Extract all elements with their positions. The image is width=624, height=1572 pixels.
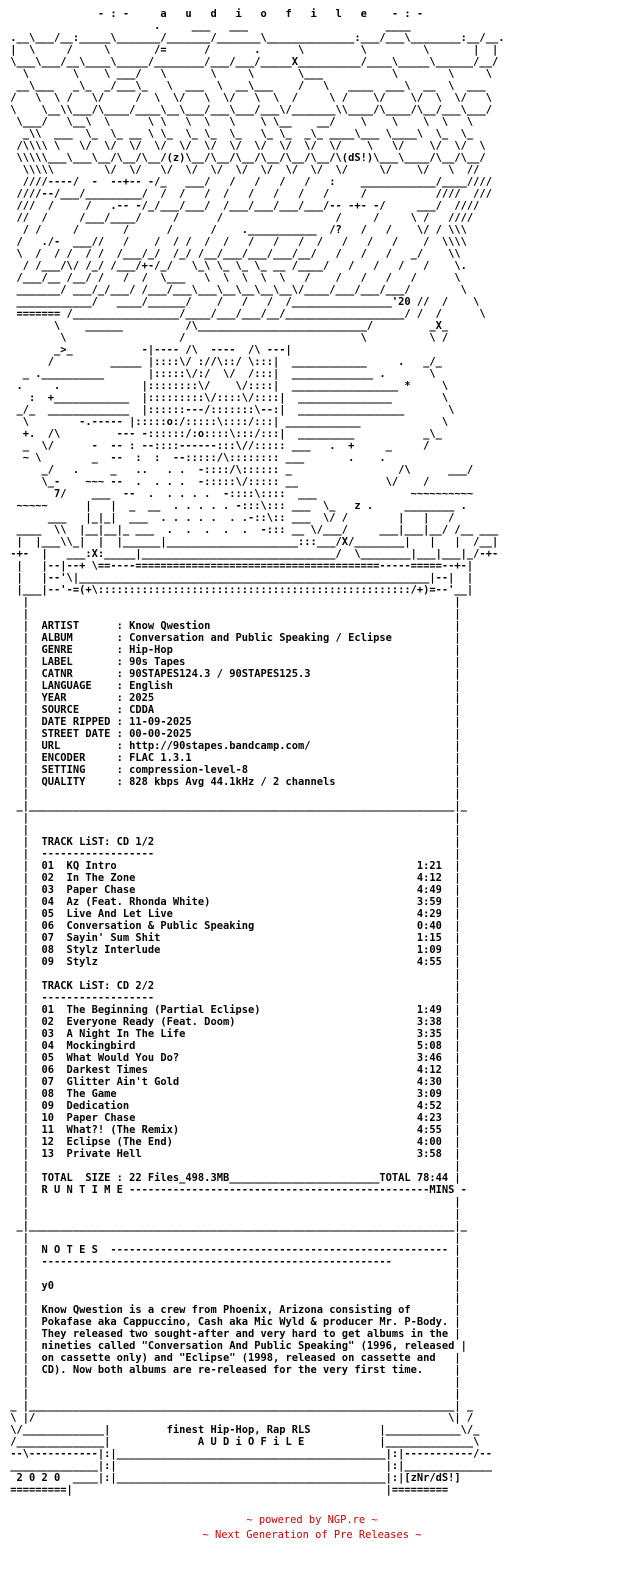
- nfo-line: | 04 Az (Feat. Rhonda White) 3:59 |: [4, 896, 461, 908]
- nfo-ascii-art: [4, 8, 504, 1496]
- nfo-line: | |: [4, 1268, 461, 1280]
- nfo-line: \ / \ \ /: [4, 332, 449, 344]
- nfo-line: \ / / / / / /___/_/ /_/ /__/___/___/___/__/ / / / _/ \\: [4, 248, 461, 260]
- nfo-line: ___ |_|_| ___ . . . . . . .-::\:: ___ \/ / | | /: [4, 512, 455, 524]
- nfo-line: +. /\ --- -::::::/:o::::\:::/:::| _________ _\_: [4, 428, 442, 440]
- nfo-line: | TRACK LiST: CD 1/2 |: [4, 836, 461, 848]
- nfo-line: ______________|:| |:|______________: [4, 1460, 492, 1472]
- nfo-line: . . |::::::::\/ \/::::| _________________ * \: [4, 380, 449, 392]
- nfo-line: | TOTAL SIZE : 22 Files_498.3MB________________________TOTAL 78:44 |: [4, 1172, 461, 1184]
- nfo-line: | |: [4, 1376, 461, 1388]
- nfo-line: | |: [4, 608, 461, 620]
- nfo-line: _\\ ___ \_ \_ __ \ \_ \_ \_ \_ \_ \_ _\_ ____\___ \____\ \_ \_: [4, 128, 474, 140]
- nfo-line: / _____ |::::\/ ://\::/ \:::| ____________ . _/_: [4, 356, 442, 368]
- nfo-line: \___\___/__\____\_____/________/___/___/_____X__________/____\_____\______/__/: [4, 56, 499, 68]
- nfo-line: ////----/ - --+-- -/_ ___/ / / / / : ____________/____////: [4, 176, 492, 188]
- nfo-line: _ \/ - -- : --::::------:::\//::::: ___ . + _ /: [4, 440, 430, 452]
- nfo-line: | 12 Eclipse (The End) 4:00 |: [4, 1136, 461, 1148]
- nfo-line: ======= /_________________/____/___/___/__/___________________/ / / \: [4, 308, 486, 320]
- nfo-line: | CD). Now both albums are re-released for the very first time. |: [4, 1364, 461, 1376]
- nfo-line: 2 0 2 0 ____|:|___________________________________________|:|[zNr/dS!]: [4, 1472, 461, 1484]
- nfo-line: | STREET DATE : 00-00-2025 |: [4, 728, 461, 740]
- nfo-line: / /___/\/ /_/ /___/+-/_/ \_\ \_ \_ \_ __ /____/ / / / / \.: [4, 260, 467, 272]
- nfo-line: / ./- ___// / / / / / / / / / / / / / / \\\\: [4, 236, 467, 248]
- nfo-line: ~~~~~ | | _ __ . . . . . -:::\::: ___ \_ z . ________ .: [4, 500, 467, 512]
- nfo-line: /\\\\ \ \/ \/ \/ \/ \/ \/ \/ \/ \/ \/ \/ \ \/ \/ \/ \: [4, 140, 486, 152]
- nfo-line: | 01 The Beginning (Partial Eclipse) 1:49 |: [4, 1004, 461, 1016]
- nfo-line: __\___ _\_ _/___\_ \ ___ \ __\___ / \ ____ ___\ __ \ ___: [4, 80, 486, 92]
- nfo-line: _ |____________________________________________________________________| _: [4, 1400, 474, 1412]
- nfo-line: /// / / .-- -/_/___/___/ /___/___/___/___/-- -+- -/ ___/ ////: [4, 200, 480, 212]
- nfo-line: \ ______ /\___________________________/ _X_: [4, 320, 449, 332]
- nfo-line: .__\___/__:_____\_______/_______/_______\______________:___/___\________:__/__.: [4, 32, 505, 44]
- nfo-line: | SOURCE : CDDA |: [4, 704, 461, 716]
- nfo-line: | |: [4, 1232, 461, 1244]
- nfo-line: | -------------------------------------------------------- |: [4, 1256, 461, 1268]
- nfo-line: _|____________________________________________________________________|_: [4, 800, 467, 812]
- nfo-line: -+- | ___:X:_____|_______________________________/ \________|___|___|_/-+-: [4, 548, 499, 560]
- nfo-line: ____ \\ |__|__|_ ___ . . . . . -::: __ \/___/ ___|___|__/ /__ ___: [4, 524, 499, 536]
- nfo-line: | on cassette only) and "Eclipse" (1998, released on cassette and |: [4, 1352, 461, 1364]
- nfo-line: | 11 What?! (The Remix) 4:55 |: [4, 1124, 461, 1136]
- nfo-line: / \ \ / \/ / \ \/ \ \/ \ \ / \ / \/ \/ \ \/ \: [4, 92, 492, 104]
- nfo-line: | y0 |: [4, 1280, 461, 1292]
- nfo-line: | 02 In The Zone 4:12 |: [4, 872, 461, 884]
- nfo-line: | |: [4, 1208, 461, 1220]
- nfo-line: | 09 Dedication 4:52 |: [4, 1100, 461, 1112]
- nfo-line: | |: [4, 824, 461, 836]
- nfo-line: ~ \ _ -- : : --:::::/\:::::::: ___ . .: [4, 452, 386, 464]
- nfo-line: \\\\\ \/ \/ \/ \/ \/ \/ \/ \/ \/ \/ \/ \/ \ //: [4, 164, 480, 176]
- nfo-line: \ -.----- |:::::o:/:::::\::::/:::| ____________ \: [4, 416, 449, 428]
- nfo-line: --\-----------|:|___________________________________________|:|-----------/--: [4, 1448, 492, 1460]
- nfo-line: | LANGUAGE : English |: [4, 680, 461, 692]
- nfo-line: | YEAR : 2025 |: [4, 692, 461, 704]
- nfo-line: | \ / \ /= / . \ \ \ | |: [4, 44, 499, 56]
- nfo-line: _ .__________ |:::::\/:/ \/ /:::| _____________ . \: [4, 368, 436, 380]
- nfo-line: | |___\\_| | |______|_____________________:::___/X/________| | | /__|: [4, 536, 499, 548]
- nfo-line: | |: [4, 596, 461, 608]
- nfo-line: /______________| A U D i O F i L E |______________\: [4, 1436, 480, 1448]
- nfo-line: | R U N T I M E ------------------------------------------------MINS -: [4, 1184, 467, 1196]
- nfo-line: /___/__ /__/ / / / \___ \ \ \ \ \ / / / / / \: [4, 272, 461, 284]
- nfo-line: | |: [4, 812, 461, 824]
- nfo-line: | nineties called "Conversation And Public Speaking" (1996, released |: [4, 1340, 467, 1352]
- nfo-line: | 07 Sayin' Sum Shit 1:15 |: [4, 932, 461, 944]
- nfo-line: 7/ ___ -- . . . . . -::::\:::: ___ ~~~~~~~~~~: [4, 488, 474, 500]
- nfo-line: \/_____________| finest Hip-Hop, Rap RLS |____________\/_: [4, 1424, 480, 1436]
- nfo-line: | ARTIST : Know Qwestion |: [4, 620, 461, 632]
- nfo-line: _>_ -|---- /\ ---- /\ ---|: [4, 344, 292, 356]
- nfo-line: | 08 The Game 3:09 |: [4, 1088, 461, 1100]
- nfo-line: / / / / / / .___________ /? / / \/ / \\\: [4, 224, 467, 236]
- nfo-line: | ALBUM : Conversation and Public Speaking / Eclipse |: [4, 632, 461, 644]
- nfo-line: | 13 Private Hell 3:58 |: [4, 1148, 461, 1160]
- nfo-line: | They released two sought-after and very hard to get albums in the |: [4, 1328, 461, 1340]
- nfo-line: | 03 Paper Chase 4:49 |: [4, 884, 461, 896]
- nfo-line: | CATNR : 90STAPES124.3 / 90STAPES125.3 |: [4, 668, 461, 680]
- nfo-line: | ------------------ |: [4, 992, 461, 1004]
- nfo-line: ////--/___/_________/ / / / / / / / / / //// ///: [4, 188, 492, 200]
- nfo-line: | QUALITY : 828 kbps Avg 44.1kHz / 2 channels |: [4, 776, 461, 788]
- nfo-line: | 02 Everyone Ready (Feat. Doom) 3:38 |: [4, 1016, 461, 1028]
- nfo-line: _/ . _ .. . . -::::/\:::::: _ /\ ___/: [4, 464, 474, 476]
- nfo-line: | |: [4, 1388, 461, 1400]
- nfo-line: \\\\\___\___\__/\__/\__/(z)\__/\__/\__/\__/\__/\__/\(dS!)\___\____/\__/\__/: [4, 152, 486, 164]
- nfo-line: // / /___/____/ / / / / \ / ////: [4, 212, 474, 224]
- nfo-line: |___|--'-=(+\::::::::::::::::::::::::::::::::::::::::::::::::::/+)=--'__|: [4, 584, 474, 596]
- nfo-line: \ \__\\___/\____/____\__\___/___\___/___\/_______\\____/\____/\__/___\___/: [4, 104, 492, 116]
- nfo-line: | N O T E S ------------------------------------------------------ |: [4, 1244, 461, 1256]
- nfo-line: | Know Qwestion is a crew from Phoenix, Arizona consisting of |: [4, 1304, 461, 1316]
- nfo-line: | 08 Stylz Interlude 1:09 |: [4, 944, 461, 956]
- nfo-line: _______/ ___/_/___/ /___/___\___\__\__\__\__\/____/___/___/___/ \: [4, 284, 467, 296]
- nfo-line: | 05 What Would You Do? 3:46 |: [4, 1052, 461, 1064]
- nfo-line: _|____________________________________________________________________|_: [4, 1220, 467, 1232]
- nfo-line: _/_ _____________ |::::::---/:::::::\--:| _________________ \: [4, 404, 455, 416]
- nfo-line: | |: [4, 1196, 461, 1208]
- nfo-line: : +____________ |:::::::::\/::::\/::::| _______________ \: [4, 392, 449, 404]
- nfo-line: - : - a u d i o f i l e - : -: [4, 8, 424, 20]
- nfo-line: | |--|--+ \==----=======================================-----=====--+-|: [4, 560, 474, 572]
- nfo-line: | 03 A Night In The Life 3:35 |: [4, 1028, 461, 1040]
- nfo-line: | ------------------ |: [4, 848, 461, 860]
- nfo-line: \___/ \__\ \ \ \ \ \ \ \ \__ __/ \ \ \ \ \: [4, 116, 474, 128]
- nfo-line: | |: [4, 1160, 461, 1172]
- nfo-line: | 05 Live And Let Live 4:29 |: [4, 908, 461, 920]
- nfo-line: | 06 Conversation & Public Speaking 0:40 |: [4, 920, 461, 932]
- nfo-line: | |: [4, 968, 461, 980]
- nfo-line: | |--'\|________________________________________________________|--| |: [4, 572, 474, 584]
- nfo-line: \ \ \ ___/ \ \ \ \___ \ \ \: [4, 68, 492, 80]
- nfo-line: | DATE RIPPED : 11-09-2025 |: [4, 716, 461, 728]
- nfo-line: | Pokafase aka Cappuccino, Cash aka Mic Wyld & producer Mr. P-Body. |: [4, 1316, 461, 1328]
- footer-tagline: ~ Next Generation of Pre Releases ~: [202, 1529, 422, 1541]
- nfo-line: | URL : http://90stapes.bandcamp.com/ |: [4, 740, 461, 752]
- nfo-line: | 04 Mockingbird 5:08 |: [4, 1040, 461, 1052]
- nfo-line: | TRACK LiST: CD 2/2 |: [4, 980, 461, 992]
- nfo-line: | |: [4, 788, 461, 800]
- nfo-line: | 01 KQ Intro 1:21 |: [4, 860, 461, 872]
- nfo-line: | SETTING : compression-level-8 |: [4, 764, 461, 776]
- footer-powered-by: ~ powered by NGP.re ~: [246, 1514, 378, 1526]
- nfo-line: =========| |=========: [4, 1484, 449, 1496]
- nfo-line: | 09 Stylz 4:55 |: [4, 956, 461, 968]
- nfo-line: \_- ~~~ -- . . . . -:::::\/::::: __ \/ /: [4, 476, 430, 488]
- nfo-line: | ENCODER : FLAC 1.3.1 |: [4, 752, 461, 764]
- nfo-line: | |: [4, 1292, 461, 1304]
- nfo-line: | 10 Paper Chase 4:23 |: [4, 1112, 461, 1124]
- nfo-line: ____________/ ____/______/ / / / /________________'20 // / \: [4, 296, 480, 308]
- nfo-line: \ |/ \| /: [4, 1412, 474, 1424]
- nfo-line: . ___ ___ ____: [4, 20, 411, 32]
- nfo-line: | LABEL : 90s Tapes |: [4, 656, 461, 668]
- nfo-line: | 07 Glitter Ain't Gold 4:30 |: [4, 1076, 461, 1088]
- nfo-line: | 06 Darkest Times 4:12 |: [4, 1064, 461, 1076]
- nfo-line: | GENRE : Hip-Hop |: [4, 644, 461, 656]
